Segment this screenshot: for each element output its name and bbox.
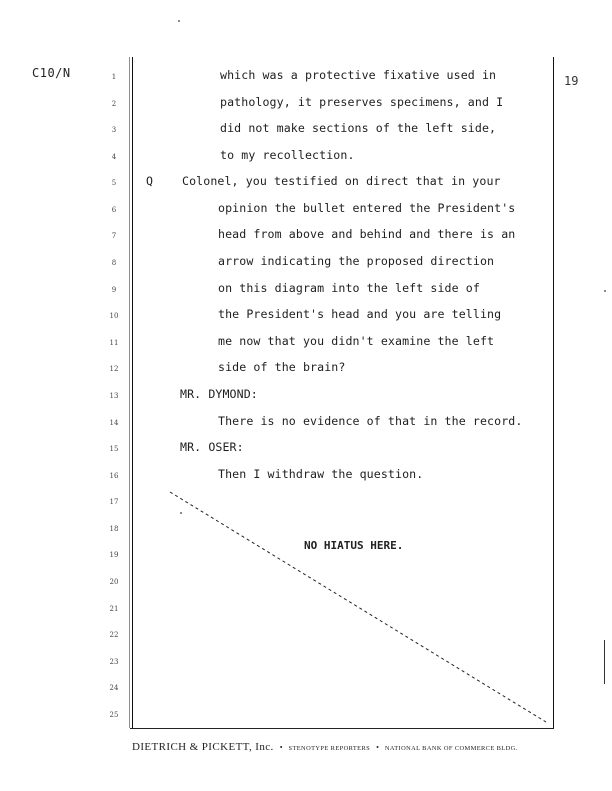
transcript-line: opinion the bullet entered the President's — [218, 200, 516, 215]
line-number: 25 — [109, 710, 119, 719]
transcript-line: Colonel, you testified on direct that in your — [182, 174, 501, 189]
line-number: 18 — [109, 524, 119, 533]
line-number: 6 — [111, 205, 117, 214]
line-number: 2 — [111, 99, 117, 108]
reporter-footer — [132, 741, 518, 753]
line-number: 10 — [109, 312, 119, 321]
transcript-line: to my recollection. — [220, 147, 355, 162]
transcript-line: on this diagram into the left side of — [218, 280, 480, 295]
line-number: 9 — [111, 285, 117, 294]
footer-service: STENOTYPE REPORTERS — [288, 745, 371, 752]
line-number: 12 — [109, 365, 119, 374]
line-number: 24 — [109, 684, 119, 693]
line-number: 20 — [109, 578, 119, 587]
line-number: 7 — [111, 232, 117, 241]
transcript-line: the President's head and you are telling — [218, 307, 502, 322]
footer-separator: • — [376, 743, 379, 752]
line-number: 16 — [109, 471, 119, 480]
footer-firm: DIETRICH & PICKETT, Inc. — [132, 741, 274, 753]
line-number: 14 — [109, 418, 119, 427]
document-code: C10/N — [32, 66, 71, 80]
scan-mark — [604, 640, 605, 684]
transcript-line: side of the brain? — [218, 360, 346, 375]
question-marker: Q — [146, 174, 154, 189]
line-number: 13 — [109, 391, 119, 400]
line-number: 21 — [109, 604, 119, 613]
line-number: 1 — [111, 73, 117, 81]
hiatus-note: NO HIATUS HERE. — [304, 539, 404, 552]
transcript-line: MR. OSER: — [180, 440, 244, 455]
transcript-line: pathology, it preserves specimens, and I — [220, 94, 504, 109]
transcript-line: arrow indicating the proposed direction — [218, 254, 495, 269]
scan-speck — [604, 290, 606, 292]
transcript-line: me now that you didn't examine the left — [218, 333, 495, 348]
transcript-line: There is no evidence of that in the record. — [218, 413, 523, 428]
line-number: 8 — [111, 259, 117, 268]
transcript-line: did not make sections of the left side, — [220, 121, 497, 136]
line-number: 19 — [109, 551, 119, 560]
scan-speck — [180, 512, 182, 514]
page-number: 19 — [564, 74, 579, 88]
line-number: 23 — [109, 657, 119, 666]
footer-separator: • — [279, 743, 283, 752]
transcript-line: head from above and behind and there is an — [218, 227, 516, 242]
line-number: 5 — [111, 179, 117, 188]
line-number: 17 — [109, 498, 119, 507]
transcript-line: Then I withdraw the question. — [218, 466, 424, 481]
scan-speck — [178, 20, 180, 22]
footer-address: NATIONAL BANK OF COMMERCE BLDG. — [384, 745, 518, 752]
line-number: 11 — [109, 338, 119, 347]
transcript-line: which was a protective fixative used in — [220, 68, 497, 82]
line-number: 4 — [111, 152, 117, 161]
line-number: 22 — [109, 631, 119, 640]
transcript-line: MR. DYMOND: — [180, 386, 258, 401]
line-number: 15 — [109, 445, 119, 454]
line-number: 3 — [111, 126, 117, 135]
